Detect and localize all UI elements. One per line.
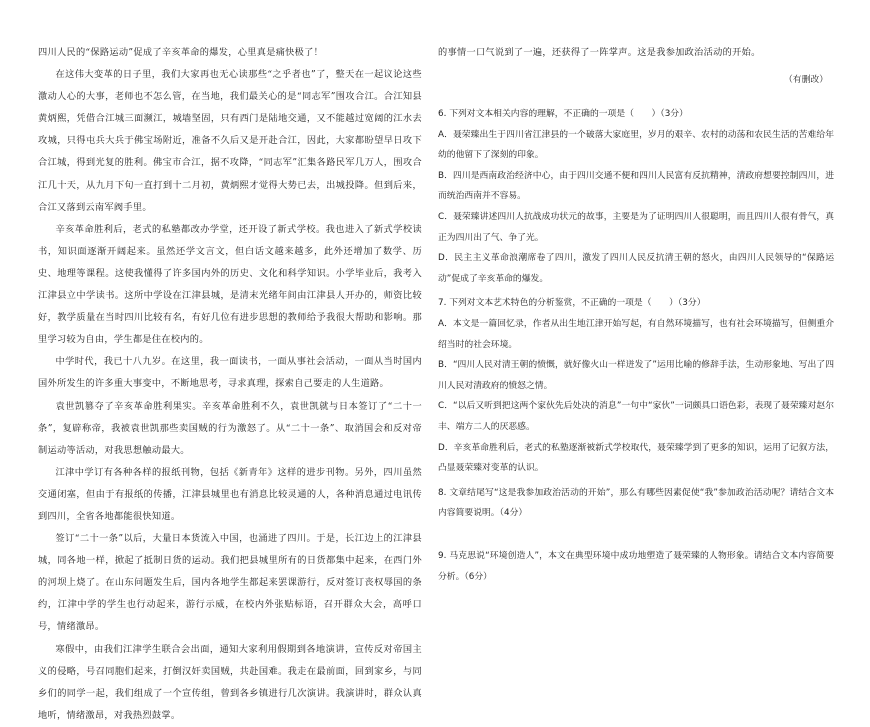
question-6-option-a: A．聂荣臻出生于四川省江津县的一个破落大家庭里，岁月的艰辛、农村的动荡和农民生活的苦难给年幼的他留下了深刻的印象。 (438, 129, 834, 161)
question-7-option-b: B．“四川人民对清王朝的愤慨，就好像火山一样迸发了”运用比喻的修辞手法，生动形象地、写出了四川人民对清政府的愤怒之情。 (438, 360, 834, 391)
source-note: （有删改） (784, 75, 828, 86)
question-7-option-c: C．“以后又听到把这两个家伙先后处决的消息”一句中“家伙”一词颇具口语色彩，表现了聂荣臻对赵尔丰、端方二人的厌恶感。 (438, 401, 834, 432)
question-7-option-a: A．本文是一篇回忆录，作者从出生地江津开始写起，有自然环境描写，也有社会环境描写，但侧重介绍当时的社会环境。 (438, 319, 834, 350)
question-7-stem: 7. 下列对文本艺术特色的分析鉴赏，不正确的一项是（ ）（3分） (438, 298, 706, 309)
question-6-stem: 6. 下列对文本相关内容的理解，不正确的一项是（ ）（3分） (438, 109, 688, 120)
passage-paragraph: 寒假中，由我们江津学生联合会出面，通知大家利用假期到各地演讲，宣传反对帝国主义的侵略，号召同胞们起来，打倒汉奸卖国贼，共赴国难。我走在最前面，回到家乡，与同乡们的同学一起，我们组成了一个宣传组，曾到各乡镇进行几次演讲。我演讲时，群众认真地听，情绪激昂，对我热烈鼓掌。 (38, 643, 422, 721)
question-6-option-b: B．四川是西南政治经济中心，由于四川交通不便和四川人民富有反抗精神，清政府想要控制四川，进而统治西南并不容易。 (438, 170, 834, 202)
passage-continuation: 的事情一口气说到了一遍，还获得了一阵掌声。这是我参加政治活动的开始。 (438, 47, 761, 58)
passage-paragraph: 辛亥革命胜利后，老式的私塾都改办学堂，还开设了新式学校。我也进入了新式学校读书，知识面逐渐开阔起来。虽然还学文言文，但白话文越来越多，此外还增加了数学、历史、地理等课程。这使我懂得了许多国内外的历史、文化和科学知识。小学毕业后，我考入江津县立中学读书。这所中学设在江津县城，是清末光绪年间由江津县人开办的，师资比较好，教学质量在当时四川比较有名，有好几位有进步思想的教师给予我很大帮助和影响。那里学习较为自由，学生都是住在校内的。 (38, 223, 422, 346)
question-7-option-d: D．辛亥革命胜利后，老式的私塾逐渐被新式学校取代，聂荣臻学到了更多的知识，运用了记叙方法，凸显聂荣臻对变革的认识。 (438, 442, 834, 474)
passage-paragraph: 四川人民的“保路运动”促成了辛亥革命的爆发，心里真是痛快极了！ (38, 47, 324, 58)
passage-paragraph: 中学时代，我已十八九岁。在这里，我一面读书，一面从事社会活动，一面从当时国内国外所发生的许多重大事变中，不断地思考，寻求真理，探索自己要走的人生道路。 (38, 356, 422, 390)
passage-paragraph: 江津中学订有各种各样的报纸刊物，包括《新青年》这样的进步刊物。另外，四川虽然交通闭塞，但由于有报纸的传播，江津县城里也有消息比较灵通的人，各种消息通过电讯传到四川，全省各地都能很快知道。 (38, 466, 422, 522)
passage-paragraph: 袁世凯篡夺了辛亥革命胜利果实。辛亥革命胜利不久，袁世凯就与日本签订了“二十一条”，复辟称帝，我被袁世凯那些卖国贼的行为激怒了。从“二十一条”、取消国会和反对帝制运动等活动，对我思想触动最大。 (38, 400, 422, 456)
reading-passage-column (38, 42, 422, 727)
passage-paragraph: 在这伟大变革的日子里，我们大家再也无心读那些“之乎者也”了，整天在一起议论这些激动人心的大事，老师也不怎么管，在当地，我们最关心的是“同志军”围攻合江。合江知县黄炳熙，凭借合江城三面濒江，城墙坚固，只有西门是陆地交通，又不能越过宽阔的江水去攻城，只得屯兵大兵于佛宝场附近，准备不久后又是开赴合江，因此，大家都盼望早日攻下合江城，得到光复的胜利。佛宝市合江，据不攻降，“同志军”汇集各路民军几万人，围攻合江几十天，从九月下旬一直打到十二月初，黄炳熙才觉得大势已去，出城投降。但到后来，合江又落到云南军阀手里。 (38, 69, 422, 213)
question-6-option-d: D．民主主义革命浪潮席卷了四川，激发了四川人民反抗清王朝的怒火，由四川人民领导的“保路运动”促成了辛亥革命的爆发。 (438, 253, 834, 284)
passage-paragraph: 签订“二十一条”以后，大量日本货流入中国，也涌进了四川。于是，长江边上的江津县城，同各地一样，掀起了抵制日货的运动。我们把县城里所有的日货都集中起来，在西门外的河坝上烧了。在山东问题发生后，国内各地学生都起来罢课游行，反对签订丧权辱国的条约，江津中学的学生也行动起来，游行示威，在校内外张贴标语，召开群众大会，高呼口号，情绪激昂。 (38, 533, 422, 633)
question-8: 8. 文章结尾写“这是我参加政治活动的开始”，那么有哪些因素促使“我”参加政治活动呢？请结合文本内容简要说明。（4分） (438, 487, 834, 519)
questions-column (438, 42, 834, 587)
question-6-option-c: C．聂荣臻讲述四川人抗战成功状元的故事，主要是为了证明四川人很聪明，而且四川人很有骨气，真正为四川出了气、争了光。 (438, 212, 834, 243)
question-9: 9. 马克思说“环境创造人”，本文在典型环境中成功地塑造了聂荣臻的人物形象。请结合文本内容简要分析。（6分） (438, 550, 834, 582)
